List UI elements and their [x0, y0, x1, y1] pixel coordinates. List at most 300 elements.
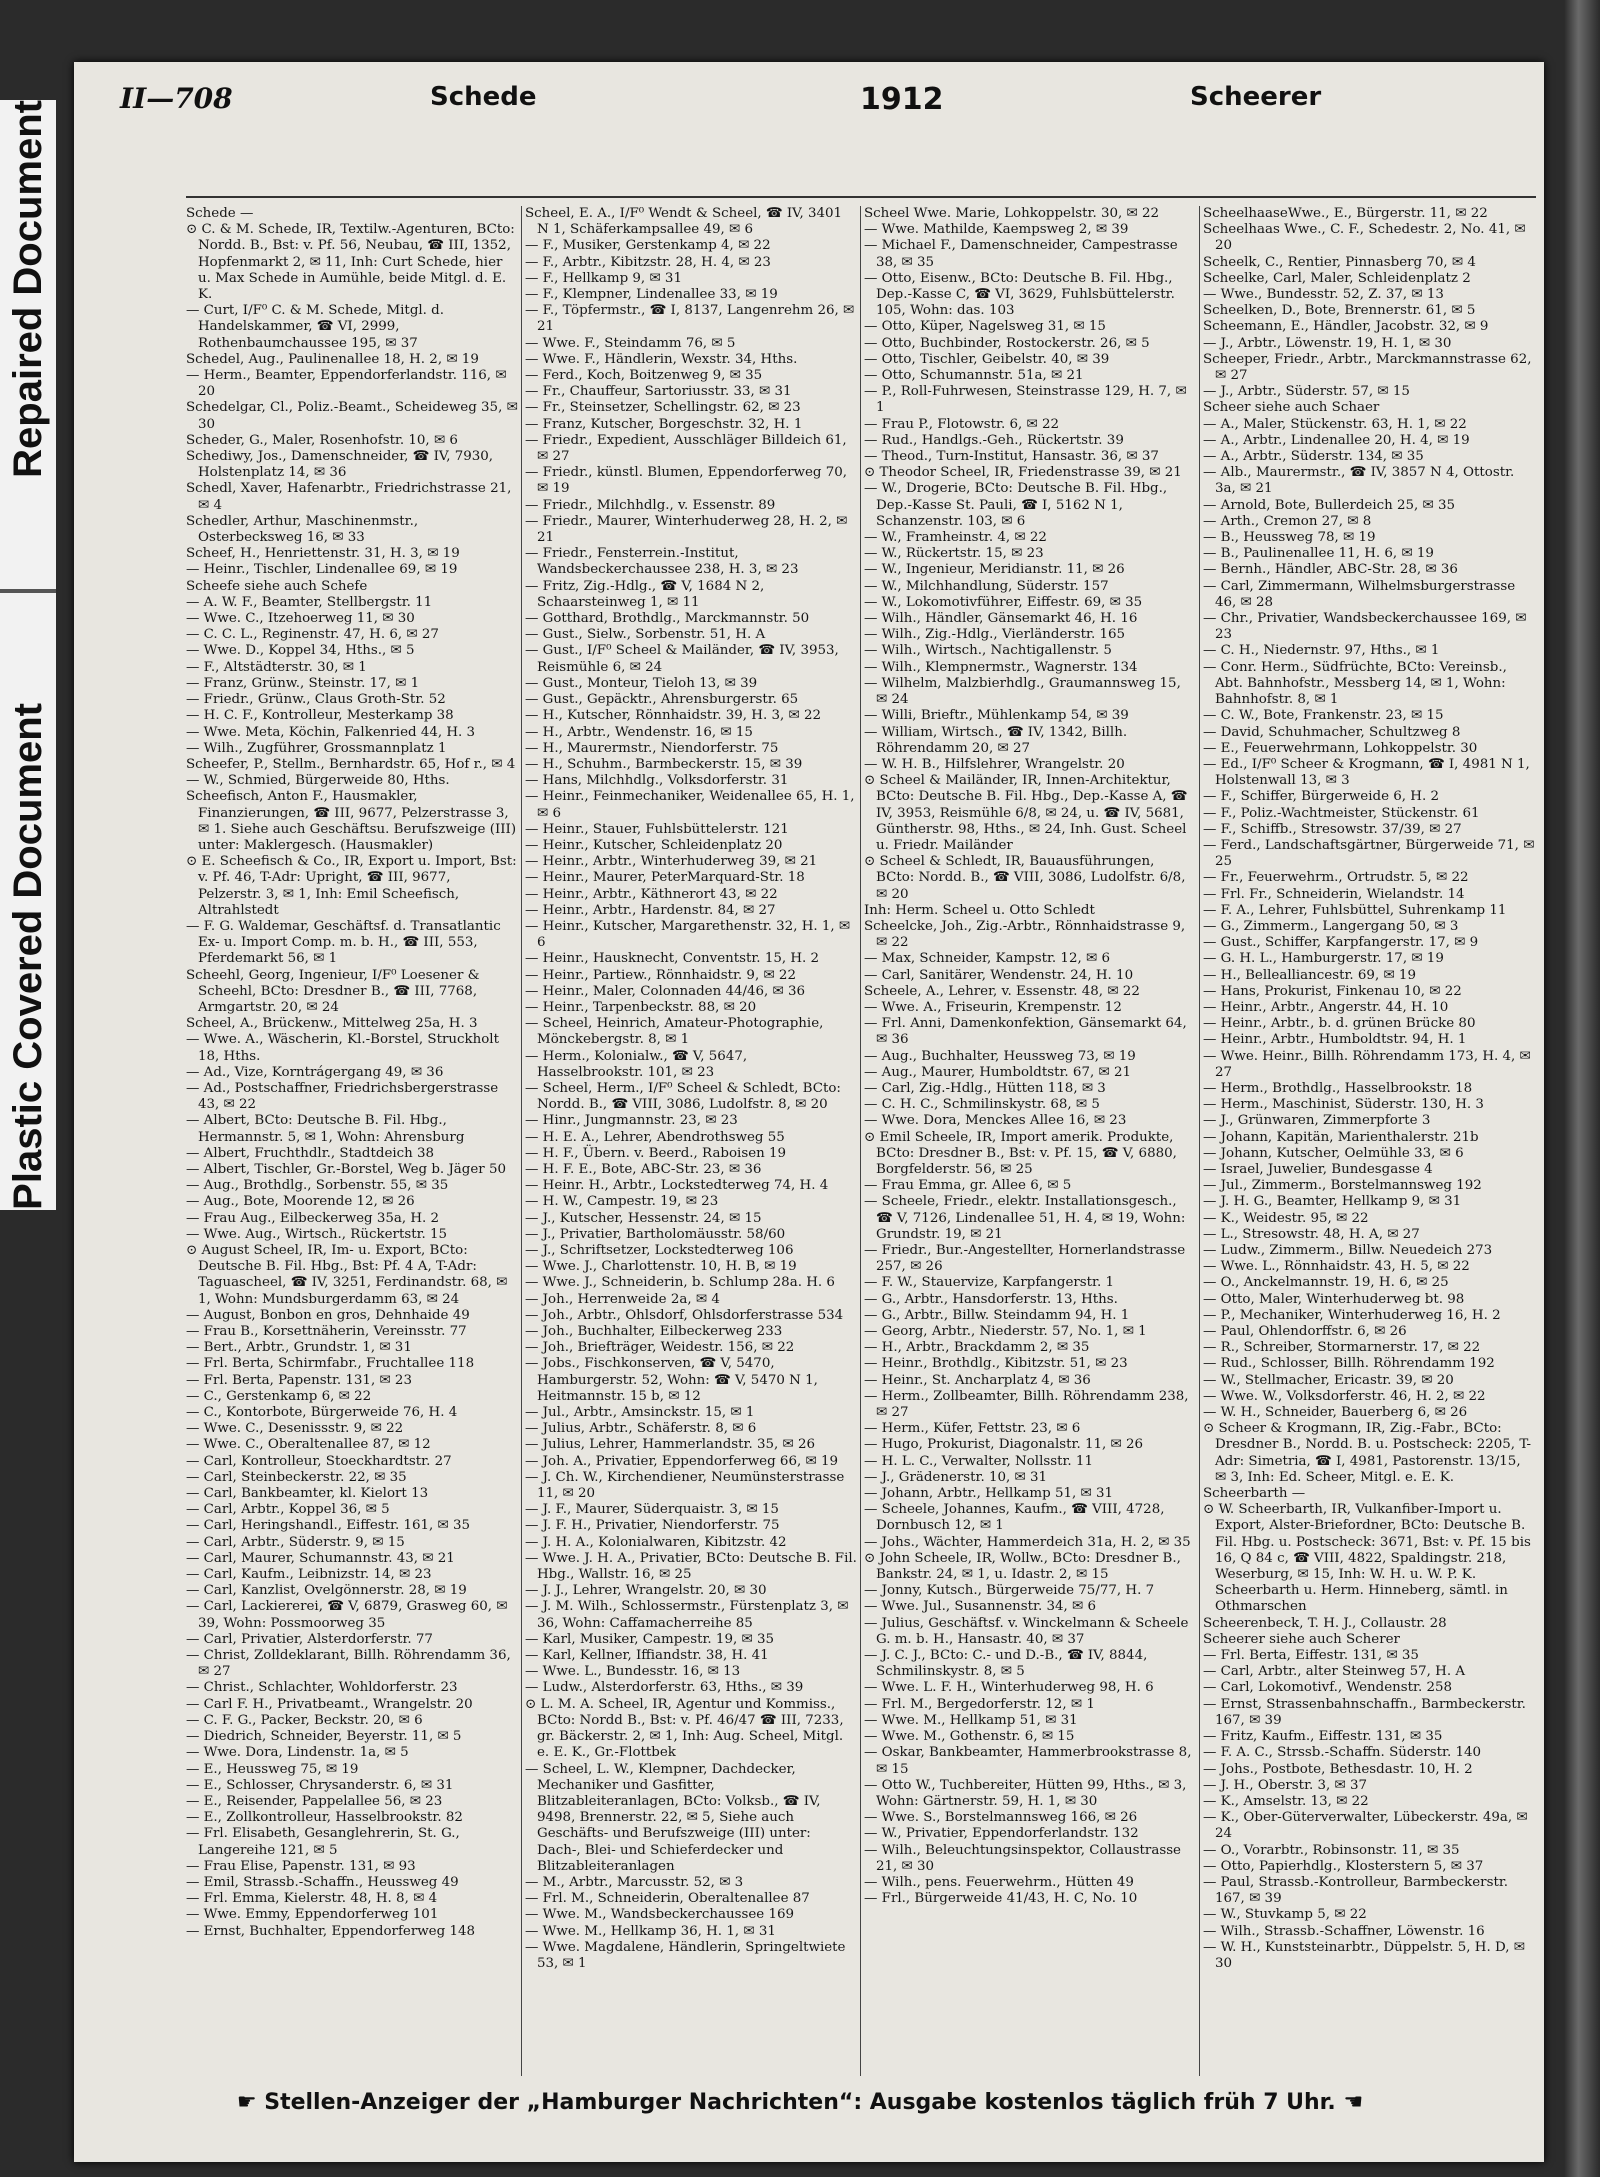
- tape-label-top: Repaired Document: [5, 100, 50, 478]
- directory-entry: — Christ, Zolldeklarant, Billh. Röhrendamm 36, ✉ 27: [186, 1648, 511, 1680]
- directory-entry: — W., Ingenieur, Meridianstr. 11, ✉ 26: [864, 562, 1125, 578]
- directory-entry: — Hans, Prokurist, Finkenau 10, ✉ 22: [1203, 983, 1462, 999]
- directory-entry: — W., Rückertstr. 15, ✉ 23: [864, 546, 1044, 562]
- directory-entry: — F. A., Lehrer, Fuhlsbüttel, Suhrenkamp 11: [1203, 902, 1507, 918]
- directory-entry: Scheerer siehe auch Scherer: [1203, 1631, 1400, 1647]
- directory-entry: — A., Maler, Stückenstr. 63, H. 1, ✉ 22: [1203, 416, 1467, 432]
- directory-entry: Schedl, Xaver, Hafenarbtr., Friedrichstrasse 21, ✉ 4: [186, 481, 512, 513]
- directory-entry: — Heinr., Hausknecht, Conventstr. 15, H. 2: [525, 951, 820, 967]
- directory-entry: — Michael F., Damenschneider, Campestrasse 38, ✉ 35: [864, 238, 1178, 270]
- tape-separator: [0, 589, 56, 593]
- directory-entry: — Wwe. Dora, Menckes Allee 16, ✉ 23: [864, 1113, 1127, 1129]
- directory-entry: — Carl, Arbtr., Koppel 36, ✉ 5: [186, 1502, 390, 1518]
- directory-entry: ⊙ Emil Scheele, IR, Import amerik. Produkte, BCto: Dresdner B., Bst: v. Pf. 15, ☎ V, 6880, Borgfelderstr. 56, ✉ 25: [864, 1129, 1177, 1177]
- directory-entry: — Heinr., Arbtr., Humboldtstr. 94, H. 1: [1203, 1032, 1467, 1048]
- directory-entry: — Carl, Sanitärer, Wendenstr. 24, H. 10: [864, 967, 1134, 983]
- directory-entry: — Oskar, Bankbeamter, Hammerbrookstrasse 8, ✉ 15: [864, 1745, 1192, 1777]
- directory-entry: — Fr., Feuerwehrm., Ortrudstr. 5, ✉ 22: [1203, 870, 1469, 886]
- directory-entry: — F. G. Waldemar, Geschäftsf. d. Transatlantic Ex- u. Import Comp. m. b. H., ☎ III, 553, Pferdemarkt 56, ✉ 1: [186, 918, 501, 967]
- directory-entry: — Otto, Papierhdlg., Klosterstern 5, ✉ 37: [1203, 1858, 1484, 1874]
- directory-entry: — Christ., Schlachter, Wohldorferstr. 23: [186, 1680, 458, 1696]
- directory-entry: — K., Weidestr. 95, ✉ 22: [1203, 1210, 1369, 1226]
- directory-entry: — Wilh., Strassb.-Schaffner, Löwenstr. 16: [1203, 1923, 1485, 1939]
- directory-entry: — Carl, Heringshandl., Eiffestr. 161, ✉ 35: [186, 1518, 471, 1534]
- directory-entry: — F., Hellkamp 9, ✉ 31: [525, 270, 682, 286]
- directory-entry: — W., Stellmacher, Ericastr. 39, ✉ 20: [1203, 1372, 1454, 1388]
- directory-entry: — Heinr., Stauer, Fuhlsbüttelerstr. 121: [525, 821, 789, 837]
- directory-entry: — Wwe. C., Itzehoerweg 11, ✉ 30: [186, 611, 415, 627]
- directory-entry: — Ad., Vize, Korntrágergang 49, ✉ 36: [186, 1064, 444, 1080]
- directory-entry: — Diedrich, Schneider, Beyerstr. 11, ✉ 5: [186, 1729, 462, 1745]
- directory-entry: — Carl, Lackiererei, ☎ V, 6879, Grasweg 60, ✉ 39, Wohn: Possmoorweg 35: [186, 1599, 508, 1631]
- directory-entry: — A., Arbtr., Süderstr. 134, ✉ 35: [1203, 449, 1424, 465]
- directory-entry: — Johs., Postbote, Bethesdastr. 10, H. 2: [1203, 1761, 1473, 1777]
- directory-entry: Scheerbarth —: [1203, 1486, 1306, 1502]
- directory-entry: — Aug., Bote, Moorende 12, ✉ 26: [186, 1194, 415, 1210]
- directory-entry: — Heinr., Tarpenbeckstr. 88, ✉ 20: [525, 999, 757, 1015]
- directory-entry: — Ludw., Zimmerm., Billw. Neuedeich 273: [1203, 1243, 1493, 1258]
- directory-entry: — H., Maurermstr., Niendorferstr. 75: [525, 740, 779, 756]
- directory-entry: Schedler, Arthur, Maschinenmstr., Osterbecksweg 16, ✉ 33: [186, 513, 419, 546]
- directory-entry: — J. H. A., Kolonialwaren, Kibitzstr. 42: [525, 1534, 787, 1550]
- directory-entry: — C., Gerstenkamp 6, ✉ 22: [186, 1388, 372, 1404]
- directory-entry: Scheehl, Georg, Ingenieur, I/F⁰ Loesener & Scheehl, BCto: Dresdner B., ☎ III, 7768, Armgartstr. 20, ✉ 24: [186, 967, 480, 1015]
- directory-entry: — E., Heussweg 75, ✉ 19: [186, 1761, 359, 1777]
- directory-entry: — Jobs., Fischkonserven, ☎ V, 5470, Hamburgerstr. 52, Wohn: ☎ V, 5470 N 1, Heitmannstr. 15 b, ✉ 12: [525, 1356, 818, 1404]
- directory-entry: — Joh. A., Privatier, Eppendorferweg 66, ✉ 19: [525, 1453, 838, 1469]
- directory-entry: — Otto, Eisenw., BCto: Deutsche B. Fil. Hbg., Dep.-Kasse C, ☎ VI, 3629, Fuhlsbüttelerstr. 105, Wohn: das. 103: [864, 270, 1175, 319]
- directory-entry: — Bert., Arbtr., Grundstr. 1, ✉ 31: [186, 1340, 412, 1356]
- directory-entry: — Heinr., Arbtr., Angerstr. 44, H. 10: [1203, 999, 1449, 1015]
- directory-entry: — Heinr., Arbtr., Käthnerort 43, ✉ 22: [525, 886, 778, 902]
- directory-entry: — J. F. H., Privatier, Niendorferstr. 75: [525, 1518, 780, 1534]
- directory-entry: — Wwe. Heinr., Billh. Röhrendamm 173, H. 4, ✉ 27: [1203, 1048, 1531, 1080]
- directory-entry: — Wilh., Beleuchtungsinspektor, Collaustrasse 21, ✉ 30: [864, 1842, 1181, 1874]
- page-header: [120, 82, 1322, 132]
- directory-entry: — F., Altstädterstr. 30, ✉ 1: [186, 659, 367, 675]
- directory-entry: — Gust., I/F⁰ Scheel & Mailänder, ☎ IV, 3953, Reismühle 6, ✉ 24: [525, 643, 839, 675]
- directory-entry: — August, Bonbon en gros, Dehnhaide 49: [186, 1307, 470, 1323]
- directory-entry: — Jonny, Kutsch., Bürgerweide 75/77, H. 7: [864, 1583, 1155, 1599]
- page-year: 1912: [860, 82, 944, 117]
- directory-entry: — Rud., Handlgs.-Geh., Rückertstr. 39: [864, 432, 1124, 448]
- directory-entry: — W. H. B., Hilfslehrer, Wrangelstr. 20: [864, 756, 1125, 772]
- directory-entry: Scheeper, Friedr., Arbtr., Marckmannstrasse 62, ✉ 27: [1203, 351, 1532, 384]
- directory-entry: — Gust., Sielw., Sorbenstr. 51, H. A: [525, 627, 766, 643]
- directory-entry: — Arth., Cremon 27, ✉ 8: [1203, 513, 1372, 529]
- directory-entry: — Friedr., Grünw., Claus Groth-Str. 52: [186, 692, 446, 708]
- directory-entry: Scheelken, D., Bote, Brennerstr. 61, ✉ 5: [1203, 303, 1476, 319]
- directory-entry: — Otto, Buchbinder, Rostockerstr. 26, ✉ 5: [864, 335, 1150, 351]
- directory-entry: — Israel, Juwelier, Bundesgasse 4: [1203, 1161, 1433, 1177]
- directory-entry: — Wilh., Zig.-Hdlg., Vierländerstr. 165: [864, 627, 1126, 643]
- directory-entry: — Wwe., Bundesstr. 52, Z. 37, ✉ 13: [1203, 287, 1444, 303]
- directory-entry: — Wwe. F., Händlerin, Wexstr. 34, Hths.: [525, 351, 798, 367]
- directory-entry: — Otto, Tischler, Geibelstr. 40, ✉ 39: [864, 351, 1110, 367]
- directory-entry: — Scheel, Herm., I/F⁰ Scheel & Schledt, BCto: Nordd. B., ☎ VIII, 3086, Ludolfstr. 8, ✉ 20: [525, 1080, 841, 1113]
- directory-entry: Scheerenbeck, T. H. J., Collaustr. 28: [1203, 1615, 1447, 1631]
- directory-entry: — K., Ober-Güterverwalter, Lübeckerstr. 49a, ✉ 24: [1203, 1810, 1528, 1842]
- column-3: [864, 206, 1196, 2076]
- directory-entry: — Friedr., Milchhdlg., v. Essenstr. 89: [525, 497, 776, 513]
- directory-entry: — J., Grünwaren, Zimmerpforte 3: [1203, 1113, 1431, 1129]
- directory-entry: — Carl, Kontrolleur, Stoeckhardtstr. 27: [186, 1453, 452, 1469]
- directory-entry: — Wwe. M., Hellkamp 36, H. 1, ✉ 31: [525, 1923, 776, 1939]
- directory-entry: — Carl, Kanzlist, Ovelgönnerstr. 28, ✉ 19: [186, 1583, 467, 1599]
- directory-entry: — O., Vorarbtr., Robinsonstr. 11, ✉ 35: [1203, 1842, 1460, 1858]
- directory-entry: Scheelcke, Joh., Zig.-Arbtr., Rönnhaidstrasse 9, ✉ 22: [864, 918, 1186, 951]
- directory-entry: — Max, Schneider, Kampstr. 12, ✉ 6: [864, 951, 1110, 967]
- directory-entry: — W. H., Schneider, Bauerberg 6, ✉ 26: [1203, 1405, 1468, 1421]
- directory-entry: — Friedr., Maurer, Winterhuderweg 28, H. 2, ✉ 21: [525, 513, 848, 546]
- directory-entry: — Julius, Lehrer, Hammerlandstr. 35, ✉ 26: [525, 1437, 816, 1453]
- directory-entry: — L., Stresowstr. 48, H. A, ✉ 27: [1203, 1226, 1420, 1242]
- directory-entry: — Frau Emma, gr. Allee 6, ✉ 5: [864, 1178, 1072, 1194]
- directory-entry: — Wwe. C., Desenissstr. 9, ✉ 22: [186, 1421, 404, 1437]
- directory-entry: — Wwe. L., Bundesstr. 16, ✉ 13: [525, 1664, 741, 1680]
- directory-entry: Inh: Herm. Scheel u. Otto Schledt: [864, 902, 1095, 918]
- directory-entry: — Otto, Küper, Nagelsweg 31, ✉ 15: [864, 319, 1106, 335]
- directory-entry: — Paul, Ohlendorffstr. 6, ✉ 26: [1203, 1324, 1407, 1340]
- directory-entry: — J., Arbtr., Süderstr. 57, ✉ 15: [1203, 384, 1410, 400]
- directory-entry: — Frl. Berta, Papenstr. 131, ✉ 23: [186, 1372, 412, 1388]
- directory-entry: — Wwe. Emmy, Eppendorferweg 101: [186, 1907, 439, 1923]
- directory-entry: — Frl. M., Schneiderin, Oberaltenallee 87: [525, 1891, 810, 1907]
- directory-entry: — Wwe. J., Schneiderin, b. Schlump 28a. H. 6: [525, 1275, 835, 1291]
- directory-entry: — Herm., Beamter, Eppendorferlandstr. 116, ✉ 20: [186, 368, 507, 400]
- repair-tape: [0, 100, 56, 1210]
- directory-entry: — Albert, Tischler, Gr.-Borstel, Weg b. Jäger 50: [186, 1161, 506, 1177]
- directory-entry: — F., Klempner, Lindenallee 33, ✉ 19: [525, 287, 778, 303]
- directory-entry: — Wwe. A., Wäscherin, Kl.-Borstel, Struckholt 18, Hths.: [186, 1032, 499, 1064]
- directory-entry: — Ferd., Landschaftsgärtner, Bürgerweide 71, ✉ 25: [1203, 837, 1535, 870]
- directory-entry: ⊙ Theodor Scheel, IR, Friedenstrasse 39, ✉ 21: [864, 465, 1182, 481]
- directory-entry: — E., Zollkontrolleur, Hasselbrookstr. 82: [186, 1810, 463, 1826]
- directory-entry: — Heinr., Feinmechaniker, Weidenallee 65, H. 1, ✉ 6: [525, 789, 855, 821]
- directory-entry: — Wwe. M., Wandsbeckerchaussee 169: [525, 1907, 795, 1923]
- directory-entry: — Wwe. S., Borstelmannsweg 166, ✉ 26: [864, 1810, 1138, 1826]
- directory-entry: Scheefisch, Anton F., Hausmakler, Finanzierungen, ☎ III, 9677, Pelzerstrasse 3, ✉ 1. Siehe auch Geschäftsu. Berufszweige (III) unter: Maklergesch. (Hausmakler): [186, 789, 517, 853]
- directory-entry: — J. H. G., Beamter, Hellkamp 9, ✉ 31: [1203, 1194, 1462, 1210]
- directory-entry: ⊙ Scheel & Schledt, IR, Bauausführungen, BCto: Nordd. B., ☎ VIII, 3086, Ludolfstr. 6/8, ✉ 20: [864, 854, 1186, 902]
- directory-entry: — Herm., Küfer, Fettstr. 23, ✉ 6: [864, 1421, 1081, 1437]
- directory-entry: — Heinr., Kutscher, Schleidenplatz 20: [525, 837, 783, 853]
- directory-entry: — Carl, Bankbeamter, kl. Kielort 13: [186, 1486, 429, 1502]
- directory-entry: — Frl. Berta, Eiffestr. 131, ✉ 35: [1203, 1648, 1419, 1664]
- directory-entry: — Wwe. Aug., Wirtsch., Rückertstr. 15: [186, 1226, 448, 1242]
- directory-entry: — J., Privatier, Bartholomäusstr. 58/60: [525, 1226, 786, 1242]
- pointing-hand-right-icon: ☚: [1343, 2090, 1364, 2115]
- directory-entry: — Wwe. J. H. A., Privatier, BCto: Deutsche B. Fil. Hbg., Wallstr. 16, ✉ 25: [525, 1550, 857, 1583]
- directory-entry: — Heinr., Tischler, Lindenallee 69, ✉ 19: [186, 562, 458, 578]
- directory-entry: — H. F., Übern. v. Beerd., Raboisen 19: [525, 1145, 787, 1161]
- directory-entry: — Albert, Fruchthdlr., Stadtdeich 38: [186, 1145, 435, 1161]
- directory-entry: — R., Schreiber, Stormarnerstr. 17, ✉ 22: [1203, 1340, 1481, 1356]
- directory-entry: Scheer siehe auch Schaer: [1203, 400, 1380, 416]
- directory-entry: — David, Schuhmacher, Schultzweg 8: [1203, 724, 1461, 740]
- directory-entry: — E., Schlosser, Chrysanderstr. 6, ✉ 31: [186, 1777, 454, 1793]
- directory-entry: — Wilh., Klempnermstr., Wagnerstr. 134: [864, 659, 1138, 675]
- directory-entry: — Carl, Lokomotivf., Wendenstr. 258: [1203, 1680, 1453, 1696]
- directory-entry: — Carl, Privatier, Alsterdorferstr. 77: [186, 1631, 433, 1647]
- directory-entry: — Willi, Brieftr., Mühlenkamp 54, ✉ 39: [864, 708, 1129, 724]
- directory-entry: — J. C. J., BCto: C.- und D.-B., ☎ IV, 8844, Schmilinskystr. 8, ✉ 5: [864, 1648, 1148, 1680]
- tape-label-bottom: Plastic Covered Document: [5, 703, 50, 1210]
- directory-entry: — W. H., Kunststeinarbtr., Düppelstr. 5, H. D, ✉ 30: [1203, 1939, 1525, 1971]
- directory-entry: — G., Arbtr., Billw. Steindamm 94, H. 1: [864, 1307, 1130, 1323]
- directory-entry: — Wwe. D., Koppel 34, Hths., ✉ 5: [186, 643, 415, 659]
- directory-entry: — Carl, Kaufm., Leibnizstr. 14, ✉ 23: [186, 1567, 432, 1583]
- directory-entry: — C. H., Niedernstr. 97, Hths., ✉ 1: [1203, 643, 1440, 659]
- directory-entry: — Ed., I/F⁰ Scheer & Krogmann, ☎ I, 4981 N 1, Holstenwall 13, ✉ 3: [1203, 756, 1530, 789]
- directory-entry: — Carl, Zimmermann, Wilhelmsburgerstrasse 46, ✉ 28: [1203, 578, 1516, 610]
- directory-entry: — P., Roll-Fuhrwesen, Steinstrasse 129, H. 7, ✉ 1: [864, 384, 1187, 416]
- directory-entry: — Jul., Arbtr., Amsinckstr. 15, ✉ 1: [525, 1405, 755, 1421]
- directory-entry: Scheel, A., Brückenw., Mittelweg 25a, H. 3: [186, 1016, 478, 1032]
- directory-entry: — Friedr., Expedient, Ausschläger Billdeich 61, ✉ 27: [525, 432, 847, 465]
- directory-entry: — G., Zimmerm., Langergang 50, ✉ 3: [1203, 918, 1459, 934]
- directory-entry: — Gust., Monteur, Tieloh 13, ✉ 39: [525, 675, 758, 691]
- directory-entry: — W., Milchhandlung, Süderstr. 157: [864, 578, 1109, 594]
- directory-entry: — Wwe. J., Charlottenstr. 10, H. B, ✉ 19: [525, 1259, 797, 1275]
- directory-entry: — Curt, I/F⁰ C. & M. Schede, Mitgl. d. Handelskammer, ☎ VI, 2999, Rothenbaumchaussee 195, ✉ 37: [186, 303, 445, 351]
- directory-entry: — Ad., Postschaffner, Friedrichsbergerstrasse 43, ✉ 22: [186, 1080, 499, 1113]
- directory-entry: — Wilhelm, Malzbierhdlg., Graumannsweg 15, ✉ 24: [864, 675, 1181, 708]
- directory-entry: — Fr., Steinsetzer, Schellingstr. 62, ✉ 23: [525, 400, 801, 416]
- directory-entry: — W., Lokomotivführer, Eiffestr. 69, ✉ 35: [864, 594, 1143, 610]
- directory-entry: — Heinr., Brothdlg., Kibitzstr. 51, ✉ 23: [864, 1356, 1128, 1372]
- directory-entry: — Emil, Strassb.-Schaffn., Heussweg 49: [186, 1874, 459, 1890]
- directory-entry: — Paul, Strassb.-Kontrolleur, Barmbeckerstr. 167, ✉ 39: [1203, 1874, 1509, 1907]
- directory-entry: — W., Framheinstr. 4, ✉ 22: [864, 530, 1047, 546]
- directory-entry: — Conr. Herm., Südfrüchte, BCto: Vereinsb., Abt. Bahnhofstr., Messberg 14, ✉ 1, Wohn: Bahnhofstr. 8, ✉ 1: [1203, 659, 1507, 708]
- directory-entry: — Carl, Zig.-Hdlg., Hütten 118, ✉ 3: [864, 1080, 1106, 1096]
- directory-entry: — Johs., Wächter, Hammerdeich 31a, H. 2, ✉ 35: [864, 1534, 1191, 1550]
- directory-entry: — Heinr., Partiew., Rönnhaidstr. 9, ✉ 22: [525, 967, 796, 983]
- directory-entry: — H. W., Campestr. 19, ✉ 23: [525, 1194, 719, 1210]
- directory-entry: — Wwe. F., Steindamm 76, ✉ 5: [525, 335, 736, 351]
- column-4: [1203, 206, 1535, 2076]
- directory-entry: — Herm., Kolonialw., ☎ V, 5647, Hasselbrookstr. 101, ✉ 23: [525, 1048, 748, 1080]
- book-spine-edge: [1564, 0, 1600, 2177]
- page-number: II—708: [120, 82, 233, 115]
- pointing-hand-left-icon: ☛: [236, 2090, 257, 2115]
- directory-entry: — J., Grädenerstr. 10, ✉ 31: [864, 1469, 1048, 1485]
- directory-entry: — Aug., Brothdlg., Sorbenstr. 55, ✉ 35: [186, 1178, 449, 1194]
- directory-entry: — Friedr., Fensterrein.-Institut, Wandsbeckerchaussee 238, H. 3, ✉ 23: [525, 546, 799, 578]
- directory-entry: — Hans, Milchhdlg., Volksdorferstr. 31: [525, 773, 789, 789]
- directory-entry: — Carl, Maurer, Schumannstr. 43, ✉ 21: [186, 1550, 455, 1566]
- directory-entry: — H., Bellealliancestr. 69, ✉ 19: [1203, 967, 1416, 983]
- directory-entry: — Scheel, Heinrich, Amateur-Photographie, Mönckebergstr. 8, ✉ 1: [525, 1016, 824, 1048]
- directory-entry: — Aug., Maurer, Humboldtstr. 67, ✉ 21: [864, 1064, 1131, 1080]
- column-rule: [521, 206, 522, 2076]
- directory-entry: ⊙ W. Scheerbarth, IR, Vulkanfiber-Import u. Export, Alster-Briefordner, BCto: Deutsche B. Fil. Hbg. u. Postscheck: 3671, Bst: v. Pf. 15 bis 16, Q 84 c, ☎ VIII, 4822, Spaldingstr. 218, Weserburg, ✉ 15, Inh: W. H. u. W. P. K. Scheerbarth u. Herm. Hinneberg, sämtl. in Othmarschen: [1203, 1502, 1531, 1615]
- directory-entry: — Otto, Maler, Winterhuderweg bt. 98: [1203, 1291, 1465, 1307]
- directory-entry: — H. E. A., Lehrer, Abendrothsweg 55: [525, 1129, 785, 1145]
- directory-entry: — Franz, Grünw., Steinstr. 17, ✉ 1: [186, 675, 420, 691]
- directory-entry: — H., Arbtr., Wendenstr. 16, ✉ 15: [525, 724, 753, 740]
- directory-entry: — J. J., Lehrer, Wrangelstr. 20, ✉ 30: [525, 1583, 767, 1599]
- directory-entry: — Johann, Kutscher, Oelmühle 33, ✉ 6: [1203, 1145, 1464, 1161]
- directory-entry: Scheemann, E., Händler, Jacobstr. 32, ✉ 9: [1203, 319, 1489, 335]
- directory-entry: — Scheele, Johannes, Kaufm., ☎ VIII, 4728, Dornbusch 12, ✉ 1: [864, 1502, 1165, 1534]
- directory-entry: — H. F. E., Bote, ABC-Str. 23, ✉ 36: [525, 1161, 762, 1177]
- column-rule: [1199, 206, 1200, 2076]
- directory-entry: — Joh., Buchhalter, Eilbeckerweg 233: [525, 1324, 783, 1340]
- directory-entry: — J., Kutscher, Hessenstr. 24, ✉ 15: [525, 1210, 762, 1226]
- directory-entry: — H., Arbtr., Brackdamm 2, ✉ 35: [864, 1340, 1090, 1356]
- directory-entry: Scheel, E. A., I/F⁰ Wendt & Scheel, ☎ IV, 3401 N 1, Schäferkampsallee 49, ✉ 6: [525, 206, 843, 238]
- directory-entry: Schedel, Aug., Paulinenallee 18, H. 2, ✉ 19: [186, 351, 479, 367]
- directory-entry: — J. H., Oberstr. 3, ✉ 37: [1203, 1777, 1368, 1793]
- directory-entry: — Scheel, L. W., Klempner, Dachdecker, Mechaniker und Gasfitter, Blitzableiteranlagen, BCto: Volksb., ☎ IV, 9498, Brennerstr. 22, ✉ 5, Siehe auch Geschäfts- und Berufszweige (III) unter: Dach-, Blei- und Schieferdecker und Blitzableiteranlagen: [525, 1761, 821, 1874]
- directory-entry: — F., Arbtr., Kibitzstr. 28, H. 4, ✉ 23: [525, 254, 771, 270]
- directory-entry: — C. H. C., Schmilinskystr. 68, ✉ 5: [864, 1097, 1100, 1113]
- directory-entry: Schede —: [186, 206, 254, 221]
- directory-entry: Scheder, G., Maler, Rosenhofstr. 10, ✉ 6: [186, 432, 458, 448]
- directory-entry: — Ernst, Buchhalter, Eppendorferweg 148: [186, 1923, 475, 1939]
- directory-entry: — Albert, BCto: Deutsche B. Fil. Hbg., Hermannstr. 5, ✉ 1, Wohn: Ahrensburg: [186, 1113, 465, 1145]
- directory-entry: — Otto, Schumannstr. 51a, ✉ 21: [864, 368, 1084, 384]
- running-head-right: Scheerer: [1190, 82, 1322, 112]
- directory-entry: — Joh., Herrenweide 2a, ✉ 4: [525, 1291, 720, 1307]
- directory-entry: — Wwe. Jul., Susannenstr. 34, ✉ 6: [864, 1599, 1097, 1615]
- directory-entry: — K., Amselstr. 13, ✉ 22: [1203, 1793, 1369, 1809]
- directory-entry: — William, Wirtsch., ☎ IV, 1342, Billh. Röhrendamm 20, ✉ 27: [864, 724, 1128, 756]
- directory-entry: — C., Kontorbote, Bürgerweide 76, H. 4: [186, 1405, 458, 1421]
- directory-entry: — Frl. Berta, Schirmfabr., Fruchtallee 118: [186, 1356, 475, 1372]
- directory-entry: — Frl. Fr., Schneiderin, Wielandstr. 14: [1203, 886, 1465, 902]
- directory-entry: — Georg, Arbtr., Niederstr. 57, No. 1, ✉ 1: [864, 1324, 1147, 1340]
- directory-entry: — J. M. Wilh., Schlossermstr., Fürstenplatz 3, ✉ 36, Wohn: Caffamacherreihe 85: [525, 1599, 849, 1631]
- directory-entry: — F., Musiker, Gerstenkamp 4, ✉ 22: [525, 238, 771, 254]
- directory-entry: — B., Heussweg 78, ✉ 19: [1203, 530, 1376, 546]
- directory-entry: — O., Anckelmannstr. 19, H. 6, ✉ 25: [1203, 1275, 1449, 1291]
- directory-entry: — Johann, Arbtr., Hellkamp 51, ✉ 31: [864, 1486, 1114, 1502]
- directory-entry: — Wwe. C., Oberaltenallee 87, ✉ 12: [186, 1437, 431, 1453]
- directory-entry: — Fr., Chauffeur, Sartoriusstr. 33, ✉ 31: [525, 384, 792, 400]
- directory-entry: — Alb., Maurermstr., ☎ IV, 3857 N 4, Ottostr. 3a, ✉ 21: [1203, 465, 1515, 497]
- directory-entry: — F., Töpfermstr., ☎ I, 8137, Langenrehm 26, ✉ 21: [525, 303, 855, 335]
- running-head-left: Schede: [430, 82, 537, 112]
- directory-entry: — Frl., Bürgerweide 41/43, H. C, No. 10: [864, 1891, 1138, 1907]
- directory-entry: — Carl F. H., Privatbeamt., Wrangelstr. 20: [186, 1696, 473, 1712]
- directory-entry: — W., Privatier, Eppendorferlandstr. 132: [864, 1826, 1139, 1842]
- directory-entry: — Karl, Musiker, Campestr. 19, ✉ 35: [525, 1631, 774, 1647]
- directory-entry: — Joh., Arbtr., Ohlsdorf, Ohlsdorferstrasse 534: [525, 1307, 844, 1323]
- directory-entry: — J., Arbtr., Löwenstr. 19, H. 1, ✉ 30: [1203, 335, 1452, 351]
- directory-entry: — Wwe. M., Gothenstr. 6, ✉ 15: [864, 1729, 1075, 1745]
- directory-entry: — W., Schmied, Bürgerweide 80, Hths.: [186, 773, 450, 789]
- directory-entry: — Gust., Schiffer, Karpfangerstr. 17, ✉ 9: [1203, 935, 1479, 951]
- directory-entry: — A. W. F., Beamter, Stellbergstr. 11: [186, 594, 433, 610]
- directory-entry: — Gotthard, Brothdlg., Marckmannstr. 50: [525, 611, 810, 627]
- directory-entry: Scheel Wwe. Marie, Lohkoppelstr. 30, ✉ 22: [864, 206, 1160, 221]
- footer-advertisement: [220, 2090, 1380, 2124]
- directory-entry: — F., Schiffb., Stresowstr. 37/39, ✉ 27: [1203, 821, 1462, 837]
- directory-entry: — Wwe. L. F. H., Winterhuderweg 98, H. 6: [864, 1680, 1154, 1696]
- directory-entry: — Ludw., Alsterdorferstr. 63, Hths., ✉ 39: [525, 1680, 804, 1696]
- directory-entry: — C. W., Bote, Frankenstr. 23, ✉ 15: [1203, 708, 1444, 724]
- directory-entry: — Otto W., Tuchbereiter, Hütten 99, Hths., ✉ 3, Wohn: Gärtnerstr. 59, H. 1, ✉ 30: [864, 1777, 1187, 1809]
- directory-entry: — Karl, Kellner, Iffiandstr. 38, H. 41: [525, 1648, 769, 1664]
- directory-entry: — Heinr., Arbtr., b. d. grünen Brücke 80: [1203, 1016, 1476, 1032]
- directory-entry: — Frl. M., Bergedorferstr. 12, ✉ 1: [864, 1696, 1095, 1712]
- directory-entry: — C. F. G., Packer, Beckstr. 20, ✉ 6: [186, 1712, 423, 1728]
- directory-entry: — Ferd., Koch, Boitzenweg 9, ✉ 35: [525, 368, 763, 384]
- directory-entry: — Jul., Zimmerm., Borstelmannsweg 192: [1203, 1178, 1482, 1194]
- directory-entry: — Frau Elise, Papenstr. 131, ✉ 93: [186, 1858, 416, 1874]
- directory-entry: — F. W., Stauervize, Karpfangerstr. 1: [864, 1275, 1115, 1291]
- directory-entry: — Frl. Elisabeth, Gesanglehrerin, St. G., Langereihe 121, ✉ 5: [186, 1826, 460, 1858]
- directory-entry: — Theod., Turn-Institut, Hansastr. 36, ✉ 37: [864, 449, 1159, 465]
- directory-entry: Scheelk, C., Rentier, Pinnasberg 70, ✉ 4: [1203, 254, 1476, 270]
- directory-entry: — Hugo, Prokurist, Diagonalstr. 11, ✉ 26: [864, 1437, 1144, 1453]
- directory-entry: — H., Kutscher, Rönnhaidstr. 39, H. 3, ✉ 22: [525, 708, 822, 724]
- directory-entry: — W., Drogerie, BCto: Deutsche B. Fil. Hbg., Dep.-Kasse St. Pauli, ☎ I, 5162 N 1, Schanzenstr. 103, ✉ 6: [864, 481, 1168, 529]
- directory-entry: — Wwe. Mathilde, Kaempsweg 2, ✉ 39: [864, 222, 1129, 238]
- directory-entry: — J. F., Maurer, Süderquaistr. 3, ✉ 15: [525, 1502, 779, 1518]
- directory-entry: ⊙ L. M. A. Scheel, IR, Agentur und Kommiss., BCto: Nordd B., Bst: v. Pf. 46/47 ☎ III, 7233, gr. Bäckerstr. 2, ✉ 1, Inh: Aug. Scheel, Mitgl. e. E. K., Gr.-Flottbek: [525, 1696, 844, 1761]
- column-rule: [860, 206, 861, 2076]
- header-rule: [186, 196, 1536, 198]
- directory-entry: — Wilh., Händler, Gänsemarkt 46, H. 16: [864, 611, 1138, 627]
- directory-entry: — Carl, Arbtr., Süderstr. 9, ✉ 15: [186, 1534, 405, 1550]
- column-1: [186, 206, 518, 2076]
- directory-entry: — Herm., Brothdlg., Hasselbrookstr. 18: [1203, 1080, 1473, 1096]
- directory-entry: — M., Arbtr., Marcusstr. 52, ✉ 3: [525, 1874, 744, 1890]
- directory-entry: — Wwe. Dora, Lindenstr. 1a, ✉ 5: [186, 1745, 409, 1761]
- directory-entry: Scheelke, Carl, Maler, Schleidenplatz 2: [1203, 270, 1471, 286]
- directory-entry: Scheefer, P., Stellm., Bernhardstr. 65, Hof r., ✉ 4: [186, 756, 516, 772]
- directory-entry: — Frl. Emma, Kielerstr. 48, H. 8, ✉ 4: [186, 1891, 438, 1907]
- directory-entry: — F. A. C., Strssb.-Schaffn. Süderstr. 140: [1203, 1745, 1482, 1761]
- directory-entry: — Ernst, Strassenbahnschaffn., Barmbeckerstr. 167, ✉ 39: [1203, 1696, 1526, 1728]
- directory-entry: — E., Reisender, Pappelallee 56, ✉ 23: [186, 1793, 443, 1809]
- directory-entry: — J. Ch. W., Kirchendiener, Neumünsterstrasse 11, ✉ 20: [525, 1469, 845, 1502]
- directory-entry: — A., Arbtr., Lindenallee 20, H. 4, ✉ 19: [1203, 432, 1470, 448]
- directory-entry: — Heinr., Arbtr., Hardenstr. 84, ✉ 27: [525, 902, 776, 918]
- directory-entry: — G. H. L., Hamburgerstr. 17, ✉ 19: [1203, 951, 1444, 967]
- directory-entry: Scheefe siehe auch Schefe: [186, 578, 368, 594]
- directory-entry: — Wilh., Wirtsch., Nachtigallenstr. 5: [864, 643, 1112, 659]
- directory-entry: — Fritz, Kaufm., Eiffestr. 131, ✉ 35: [1203, 1729, 1443, 1745]
- directory-columns: [186, 206, 1542, 2076]
- directory-entry: — Julius, Geschäftsf. v. Winckelmann & Scheele G. m. b. H., Hansastr. 40, ✉ 37: [864, 1615, 1189, 1647]
- directory-entry: — Heinr. H., Arbtr., Lockstedterweg 74, H. 4: [525, 1178, 829, 1194]
- directory-entry: — Carl, Arbtr., alter Steinweg 57, H. A: [1203, 1664, 1466, 1680]
- directory-entry: — Frl. Anni, Damenkonfektion, Gänsemarkt 64, ✉ 36: [864, 1016, 1187, 1048]
- directory-entry: — Wwe. W., Volksdorferstr. 46, H. 2, ✉ 22: [1203, 1388, 1486, 1404]
- directory-entry: — Wilh., pens. Feuerwehrm., Hütten 49: [864, 1874, 1134, 1890]
- directory-entry: Scheef, H., Henriettenstr. 31, H. 3, ✉ 19: [186, 546, 460, 562]
- directory-entry: ⊙ E. Scheefisch & Co., IR, Export u. Import, Bst: v. Pf. 46, T-Adr: Upright, ☎ III, 9677, Pelzerstr. 3, ✉ 1, Inh: Emil Scheefisch, Altrahlstedt: [186, 854, 517, 918]
- directory-entry: — Gust., Gepäcktr., Ahrensburgerstr. 65: [525, 692, 799, 708]
- directory-entry: — Johann, Kapitän, Marienthalerstr. 21b: [1203, 1129, 1479, 1145]
- footer-text: Stellen-Anzeiger der „Hamburger Nachrichten“: Ausgabe kostenlos täglich früh 7 Uhr.: [264, 2090, 1336, 2115]
- directory-entry: — J., Schriftsetzer, Lockstedterweg 106: [525, 1243, 794, 1258]
- directory-entry: ScheelhaaseWwe., E., Bürgerstr. 11, ✉ 22: [1203, 206, 1488, 221]
- directory-entry: Schedelgar, Cl., Poliz.-Beamt., Scheideweg 35, ✉ 30: [186, 400, 518, 432]
- directory-entry: — Aug., Buchhalter, Heussweg 73, ✉ 19: [864, 1048, 1136, 1064]
- directory-entry: — Heinr., St. Ancharplatz 4, ✉ 36: [864, 1372, 1091, 1388]
- directory-entry: — Chr., Privatier, Wandsbeckerchaussee 169, ✉ 23: [1203, 611, 1527, 643]
- directory-entry: — Heinr., Kutscher, Margarethenstr. 32, H. 1, ✉ 6: [525, 918, 851, 951]
- directory-entry: — Heinr., Arbtr., Winterhuderweg 39, ✉ 21: [525, 854, 818, 870]
- directory-entry: — Frau B., Korsettnäherin, Vereinsstr. 77: [186, 1324, 467, 1340]
- directory-entry: Schediwy, Jos., Damenschneider, ☎ IV, 7930, Holstenplatz 14, ✉ 36: [186, 449, 494, 481]
